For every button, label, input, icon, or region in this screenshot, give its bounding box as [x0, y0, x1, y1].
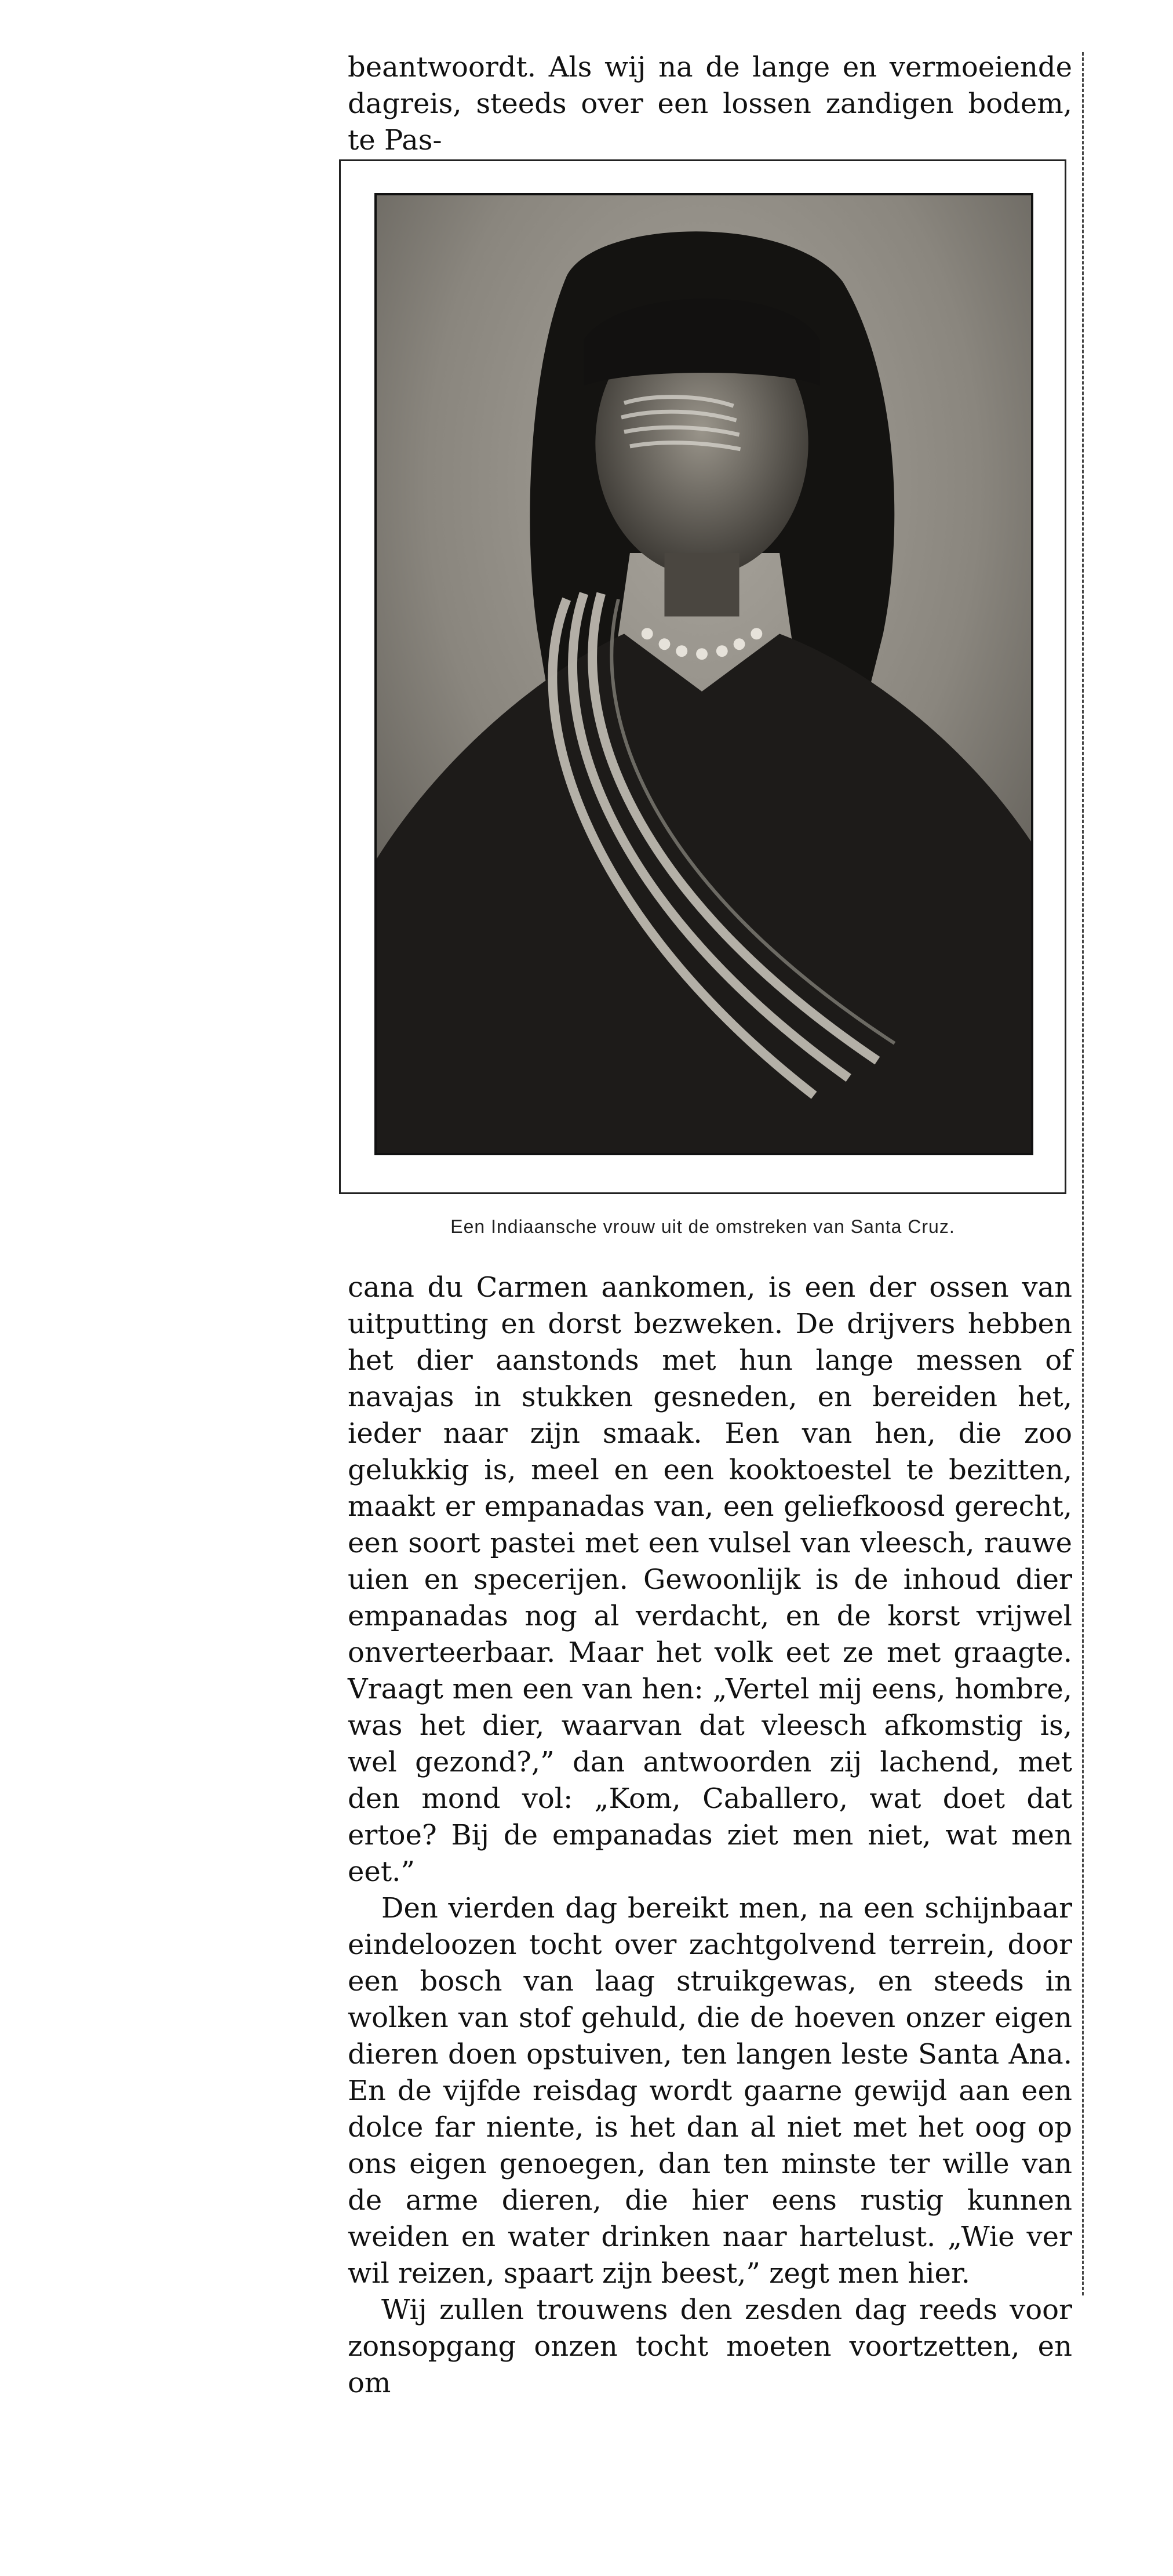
- portrait-illustration: [377, 195, 1031, 1153]
- body-text-block: [348, 1269, 1072, 2402]
- top-paragraph: beantwoordt. Als wij na de lange en vermoeiende dagreis, steeds over een lossen zandigen bodem, te Pas-: [348, 51, 1072, 157]
- body-paragraph: Wij zullen trouwens den zesden dag reeds voor zonsopgang onzen tocht moeten voortzetten, en om: [348, 2294, 1072, 2399]
- top-paragraph-block: [348, 49, 1072, 159]
- body-paragraph: cana du Carmen aankomen, is een der ossen van uitputting en dorst bezweken. De drijvers hebben het dier aanstonds met hun lange messen of navajas in stukken gesneden, en bereiden het, ieder naar zijn smaak. Een van hen, die zoo gelukkig is, meel en een kooktoestel te bezitten, maakt er empanadas van, een geliefkoosd gerecht, een soort pastei met een vulsel van vleesch, rauwe uien en specerijen. Gewoonlijk is de inhoud dier empanadas nog al verdacht, en de korst vrijwel onverteerbaar. Maar het volk eet ze met graagte. Vraagt men een van hen: „Vertel mij eens, hombre, was het dier, waarvan dat vleesch afkomstig is, wel gezond?,” dan antwoorden zij lachend, met den mond vol: „Kom, Caballero, wat doet dat ertoe? Bij de empanadas ziet men niet, wat men eet.”: [348, 1271, 1072, 1888]
- page-edge-rule: [1082, 52, 1084, 2295]
- portrait-photo: [374, 193, 1033, 1155]
- figure-caption: Een Indiaansche vrouw uit de omstreken van Santa Cruz.: [450, 1216, 955, 1237]
- photo-figure-frame: [339, 159, 1066, 1194]
- body-paragraph: Den vierden dag bereikt men, na een schijnbaar eindeloozen tocht over zachtgolvend terrein, door een bosch van laag struikgewas, en steeds in wolken van stof gehuld, die de hoeven onzer eigen dieren doen opstuiven, ten langen leste Santa Ana. En de vijfde reisdag wordt gaarne gewijd aan een dolce far niente, is het dan al niet met het oog op ons eigen genoegen, dan ten minste ter wille van de arme dieren, die hier eens rustig kunnen weiden en water drinken naar hartelust. „Wie ver wil reizen, spaart zijn beest,” zegt men hier.: [348, 1892, 1072, 2290]
